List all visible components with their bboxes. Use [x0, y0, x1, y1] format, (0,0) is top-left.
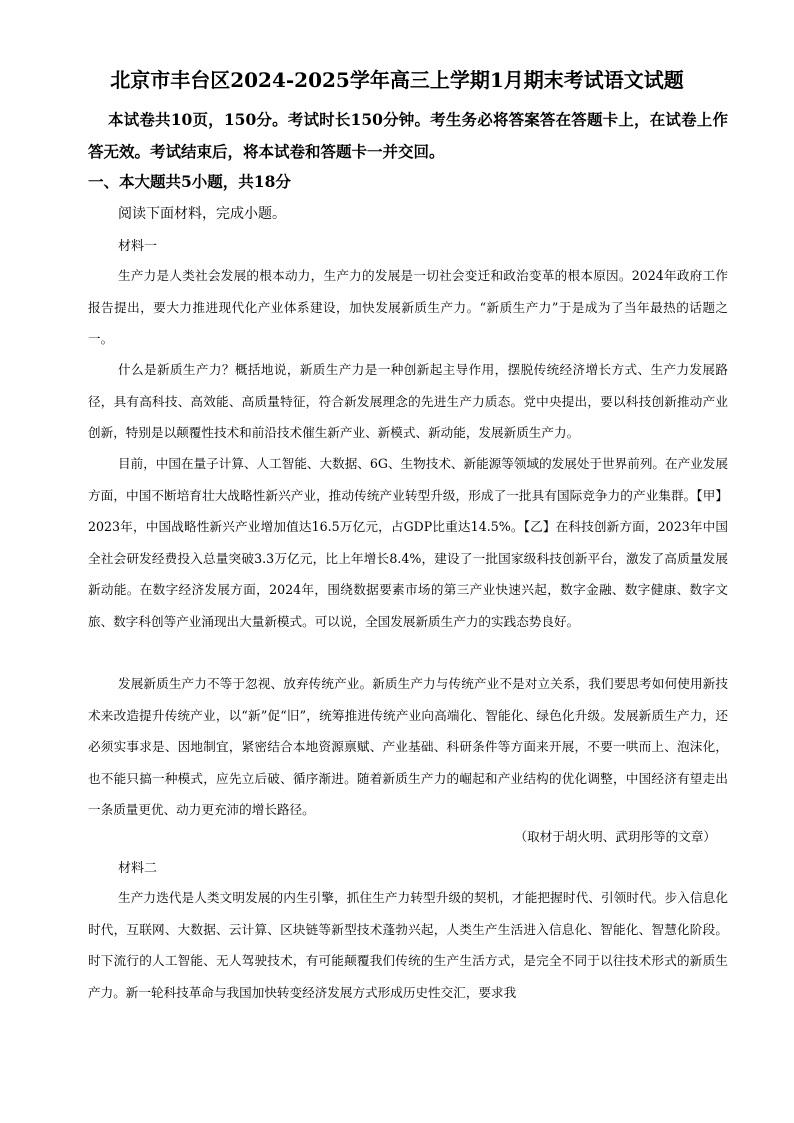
material-two-label: 材料二	[118, 861, 158, 876]
material-one-paragraph: 发展新质生产力不等于忽视、放弃传统产业。新质生产力与传统产业不是对立关系，我们要思考如何使用新技术来改造提升传统产业，以“新”促“旧”，统筹推进传统产业向高端化、智能化、绿色化升级。发展新质生产力，还必须实事求是、因地制宜，紧密结合本地资源禀赋、产业基础、科研条件等方面来开展，不要一哄而上、泡沫化，也不能只搞一种模式，应先立后破、循序渐进。随着新质生产力的崛起和产业结构的优化调整，中国经济有望走出一条质量更优、动力更充沛的增长路径。	[88, 676, 728, 817]
material-one-label: 材料一	[118, 239, 158, 254]
material-one-paragraph: 什么是新质生产力？概括地说，新质生产力是一种创新起主导作用，摆脱传统经济增长方式、生产力发展路径，具有高科技、高效能、高质量特征，符合新发展理念的先进生产力质态。党中央提出，要以科技创新推动产业创新，特别是以颠覆性技术和前沿技术催生新产业、新模式、新动能，发展新质生产力。	[88, 362, 728, 440]
section-heading: 一、本大题共5小题，共18分	[88, 172, 291, 191]
reading-instruction: 阅读下面材料，完成小题。	[118, 206, 286, 222]
material-one-paragraph: 生产力是人类社会发展的根本动力，生产力的发展是一切社会变迁和政治变革的根本原因。2024年政府工作报告提出，要大力推进现代化产业体系建设，加快发展新质生产力。“新质生产力”于是成为了当年最热的话题之一。	[88, 268, 728, 346]
material-one-paragraph: 目前，中国在量子计算、人工智能、大数据、6G、生物技术、新能源等领域的发展处于世界前列。在产业发展方面，中国不断培育壮大战略性新兴产业，推动传统产业转型升级，形成了一批具有国际竞争力的产业集群。【甲】2023年，中国战略性新兴产业增加值达16.5万亿元，占GDP比重达14.5%。【乙】在科技创新方面，2023年中国全社会研发经费投入总量突破3.3万亿元，比上年增长8.4%，建设了一批国家级科技创新平台，激发了高质量发展新动能。在数字经济发展方面，2024年，围绕数据要素市场的第三产业快速兴起，数字金融、数字健康、数字文旅、数字科创等产业涌现出大量新模式。可以说，全国发展新质生产力的实践态势良好。	[88, 456, 728, 629]
material-one-source: （取材于胡火明、武玥彤等的文章）	[514, 829, 716, 844]
exam-instructions: 本试卷共10页，150分。考试时长150分钟。考生务必将答案答在答题卡上，在试卷上作答无效。考试结束后，将本试卷和答题卡一并交回。	[88, 110, 728, 161]
document-title: 北京市丰台区2024-2025学年高三上学期1月期末考试语文试题	[110, 68, 684, 92]
material-two-paragraph: 生产力迭代是人类文明发展的内生引擎，抓住生产力转型升级的契机，才能把握时代、引领时代。步入信息化时代，互联网、大数据、云计算、区块链等新型技术蓬勃兴起，人类生产生活进入信息化、智能化、智慧化阶段。时下流行的人工智能、无人驾驶技术，有可能颠覆我们传统的生产生活方式，是完全不同于以往技术形式的新质生产力。新一轮科技革命与我国加快转变经济发展方式形成历史性交汇，要求我	[88, 890, 728, 1000]
